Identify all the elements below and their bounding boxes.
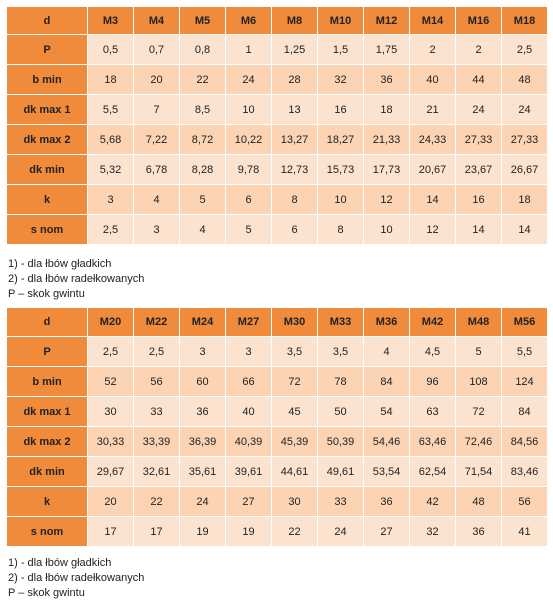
table-cell: 30,33 [88, 427, 134, 457]
table-cell: 45 [272, 397, 318, 427]
table-cell: 78 [318, 367, 364, 397]
table-cell: 18 [502, 185, 548, 215]
table-cell: 44 [456, 65, 502, 95]
row-label: s nom [7, 215, 88, 245]
table-cell: 2,5 [502, 35, 548, 65]
header-cell: d [7, 7, 88, 35]
table-row [7, 427, 548, 457]
table-cell: 54,46 [364, 427, 410, 457]
table-cell: 8 [318, 215, 364, 245]
table-row [7, 185, 548, 215]
footnote: 2) - dla łbów radełkowanych [8, 273, 145, 285]
table-cell: 7,22 [134, 125, 180, 155]
table-cell: 3 [88, 185, 134, 215]
table-cell: 8,28 [180, 155, 226, 185]
table-cell: 0,5 [88, 35, 134, 65]
table-cell: 12 [410, 215, 456, 245]
table-cell: 23,67 [456, 155, 502, 185]
table-cell: 71,54 [456, 457, 502, 487]
table-cell: 27,33 [456, 125, 502, 155]
table-cell: 72,46 [456, 427, 502, 457]
row-label: dk max 1 [7, 397, 88, 427]
table-cell: 32 [410, 517, 456, 547]
row-label: dk max 1 [7, 95, 88, 125]
table-cell: 24 [318, 517, 364, 547]
table-cell: 10 [318, 185, 364, 215]
table-cell: 6,78 [134, 155, 180, 185]
table-cell: 27 [226, 487, 272, 517]
table-cell: 1,25 [272, 35, 318, 65]
table-cell: 1,75 [364, 35, 410, 65]
table-cell: 33 [134, 397, 180, 427]
table-cell: 3 [226, 337, 272, 367]
table-cell: 10,22 [226, 125, 272, 155]
table-header-row [7, 308, 548, 337]
row-label: k [7, 185, 88, 215]
header-cell: M10 [318, 7, 364, 35]
table-cell: 18,27 [318, 125, 364, 155]
table-cell: 19 [180, 517, 226, 547]
table-cell: 20 [88, 487, 134, 517]
table-cell: 63,46 [410, 427, 456, 457]
table-cell: 0,8 [180, 35, 226, 65]
header-cell: M12 [364, 7, 410, 35]
table-cell: 10 [364, 215, 410, 245]
dimension-table-m3-m18 [6, 6, 548, 245]
table-cell: 4 [180, 215, 226, 245]
table-cell: 41 [502, 517, 548, 547]
header-cell: M16 [456, 7, 502, 35]
table-cell: 35,61 [180, 457, 226, 487]
table-cell: 84 [364, 367, 410, 397]
table-cell: 32,61 [134, 457, 180, 487]
footnote: 2) - dla łbów radełkowanych [8, 572, 145, 584]
table-cell: 22 [134, 487, 180, 517]
table-row [7, 517, 548, 547]
table-cell: 6 [272, 215, 318, 245]
row-label: b min [7, 65, 88, 95]
table-cell: 48 [502, 65, 548, 95]
table-cell: 4,5 [410, 337, 456, 367]
table-cell: 21,33 [364, 125, 410, 155]
table-cell: 48 [456, 487, 502, 517]
table-cell: 54 [364, 397, 410, 427]
table-cell: 2,5 [88, 215, 134, 245]
table-cell: 50,39 [318, 427, 364, 457]
row-label: k [7, 487, 88, 517]
table-cell: 2,5 [134, 337, 180, 367]
header-cell: M20 [88, 308, 134, 337]
table-cell: 36,39 [180, 427, 226, 457]
table-cell: 49,61 [318, 457, 364, 487]
table-cell: 42 [410, 487, 456, 517]
table-cell: 30 [272, 487, 318, 517]
table-footnotes [8, 257, 144, 302]
table-cell: 5,68 [88, 125, 134, 155]
table-cell: 4 [134, 185, 180, 215]
table-row [7, 155, 548, 185]
table-cell: 12,73 [272, 155, 318, 185]
table-cell: 52 [88, 367, 134, 397]
table-cell: 108 [456, 367, 502, 397]
table-cell: 63 [410, 397, 456, 427]
table-cell: 24 [180, 487, 226, 517]
header-cell: M42 [410, 308, 456, 337]
table-cell: 2 [410, 35, 456, 65]
table-cell: 5,5 [88, 95, 134, 125]
header-cell: M30 [272, 308, 318, 337]
table-cell: 45,39 [272, 427, 318, 457]
header-cell: M48 [456, 308, 502, 337]
footnote: P – skok gwintu [8, 288, 85, 300]
table-cell: 3,5 [318, 337, 364, 367]
row-label: dk max 2 [7, 125, 88, 155]
table-cell: 24 [456, 95, 502, 125]
table-cell: 8,72 [180, 125, 226, 155]
table-cell: 5,5 [502, 337, 548, 367]
row-label: P [7, 35, 88, 65]
table-cell: 19 [226, 517, 272, 547]
table-cell: 6 [226, 185, 272, 215]
table-cell: 16 [456, 185, 502, 215]
table-row [7, 457, 548, 487]
table-cell: 14 [502, 215, 548, 245]
table-cell: 22 [180, 65, 226, 95]
table-cell: 40 [410, 65, 456, 95]
table-cell: 40 [226, 397, 272, 427]
table-row [7, 35, 548, 65]
table-cell: 83,46 [502, 457, 548, 487]
table-cell: 0,7 [134, 35, 180, 65]
table-cell: 18 [88, 65, 134, 95]
table-cell: 36 [180, 397, 226, 427]
header-cell: M22 [134, 308, 180, 337]
table-cell: 27 [364, 517, 410, 547]
table-cell: 26,67 [502, 155, 548, 185]
table-cell: 17 [134, 517, 180, 547]
table-cell: 24 [502, 95, 548, 125]
table-row [7, 487, 548, 517]
header-cell: M24 [180, 308, 226, 337]
table-cell: 62,54 [410, 457, 456, 487]
table-cell: 29,67 [88, 457, 134, 487]
table-cell: 33,39 [134, 427, 180, 457]
table-cell: 30 [88, 397, 134, 427]
table-cell: 44,61 [272, 457, 318, 487]
footnote: 1) - dla łbów gładkich [8, 258, 112, 270]
table-cell: 4 [364, 337, 410, 367]
table-cell: 60 [180, 367, 226, 397]
row-label: dk max 2 [7, 427, 88, 457]
table-cell: 72 [456, 397, 502, 427]
table-cell: 17 [88, 517, 134, 547]
table-cell: 24,33 [410, 125, 456, 155]
table-cell: 12 [364, 185, 410, 215]
header-cell: M5 [180, 7, 226, 35]
table-cell: 20 [134, 65, 180, 95]
table-cell: 22 [272, 517, 318, 547]
row-label: b min [7, 367, 88, 397]
table-cell: 21 [410, 95, 456, 125]
table-cell: 56 [134, 367, 180, 397]
table-header-row [7, 7, 548, 35]
table-cell: 1,5 [318, 35, 364, 65]
row-label: dk min [7, 155, 88, 185]
table-cell: 124 [502, 367, 548, 397]
table-row [7, 367, 548, 397]
table-cell: 15,73 [318, 155, 364, 185]
header-cell: d [7, 308, 88, 337]
table-row [7, 95, 548, 125]
header-cell: M56 [502, 308, 548, 337]
table-cell: 40,39 [226, 427, 272, 457]
header-cell: M33 [318, 308, 364, 337]
table-cell: 84,56 [502, 427, 548, 457]
table-cell: 5 [226, 215, 272, 245]
table-cell: 8 [272, 185, 318, 215]
table-cell: 36 [364, 65, 410, 95]
table-cell: 18 [364, 95, 410, 125]
table-cell: 96 [410, 367, 456, 397]
table-row [7, 397, 548, 427]
table-cell: 24 [226, 65, 272, 95]
table-cell: 9,78 [226, 155, 272, 185]
table-cell: 13 [272, 95, 318, 125]
table-row [7, 337, 548, 367]
table-cell: 20,67 [410, 155, 456, 185]
footnote: 1) - dla łbów gładkich [8, 557, 112, 569]
table-cell: 8,5 [180, 95, 226, 125]
table-cell: 10 [226, 95, 272, 125]
table-cell: 28 [272, 65, 318, 95]
table-cell: 2,5 [88, 337, 134, 367]
header-cell: M4 [134, 7, 180, 35]
table-cell: 3 [134, 215, 180, 245]
table-row [7, 125, 548, 155]
header-cell: M3 [88, 7, 134, 35]
footnote: P – skok gwintu [8, 587, 85, 599]
table-cell: 53,54 [364, 457, 410, 487]
table-row [7, 65, 548, 95]
header-cell: M27 [226, 308, 272, 337]
table-cell: 33 [318, 487, 364, 517]
header-cell: M36 [364, 308, 410, 337]
row-label: P [7, 337, 88, 367]
row-label: s nom [7, 517, 88, 547]
table-footnotes [8, 556, 144, 601]
table-cell: 72 [272, 367, 318, 397]
header-cell: M6 [226, 7, 272, 35]
table-cell: 66 [226, 367, 272, 397]
table-cell: 7 [134, 95, 180, 125]
table-cell: 39,61 [226, 457, 272, 487]
header-cell: M18 [502, 7, 548, 35]
table-cell: 5,32 [88, 155, 134, 185]
table-cell: 5 [180, 185, 226, 215]
table-cell: 2 [456, 35, 502, 65]
table-cell: 36 [364, 487, 410, 517]
table-cell: 36 [456, 517, 502, 547]
table-cell: 5 [456, 337, 502, 367]
dimension-table-m20-m56 [6, 307, 548, 547]
table-cell: 3 [180, 337, 226, 367]
table-cell: 32 [318, 65, 364, 95]
table-cell: 17,73 [364, 155, 410, 185]
header-cell: M8 [272, 7, 318, 35]
table-cell: 14 [456, 215, 502, 245]
table-cell: 16 [318, 95, 364, 125]
table-cell: 56 [502, 487, 548, 517]
table-cell: 1 [226, 35, 272, 65]
table-cell: 13,27 [272, 125, 318, 155]
table-cell: 50 [318, 397, 364, 427]
table-cell: 27,33 [502, 125, 548, 155]
table-cell: 3,5 [272, 337, 318, 367]
row-label: dk min [7, 457, 88, 487]
table-cell: 84 [502, 397, 548, 427]
table-row [7, 215, 548, 245]
table-cell: 14 [410, 185, 456, 215]
header-cell: M14 [410, 7, 456, 35]
